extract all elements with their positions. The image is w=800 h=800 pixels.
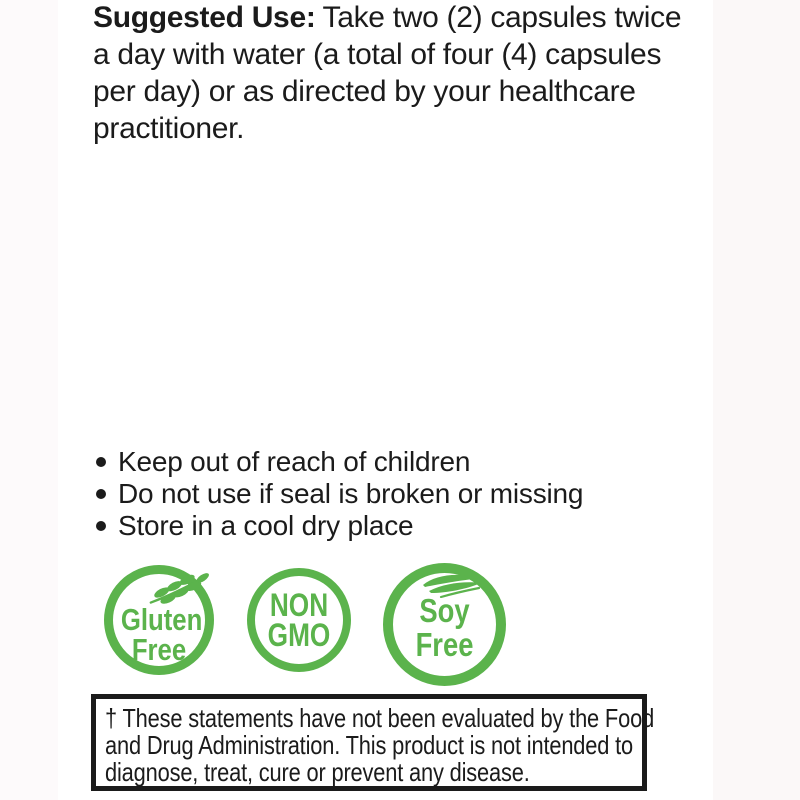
soy-free-badge-label (402, 594, 487, 662)
suggested-use-line-1-text: Take two (2) capsules twice (322, 1, 682, 34)
label-left-edge (0, 0, 58, 800)
disclaimer-line-1: † These statements have not been evaluated by the Food (105, 703, 655, 733)
non-gmo-badge (247, 568, 351, 672)
label-right-edge (713, 0, 800, 800)
list-item (94, 478, 583, 510)
list-item (94, 446, 583, 478)
precaution-text: Keep out of reach of children (118, 446, 471, 477)
suggested-use-line-3: per day) or as directed by your healthcare (93, 75, 636, 108)
bullet-dot-icon (96, 521, 106, 531)
non-gmo-badge-label (263, 587, 335, 653)
badge-label-line: GMO (267, 617, 331, 653)
bullet-dot-icon (96, 457, 106, 467)
gluten-free-badge-label (120, 602, 203, 667)
precaution-text: Store in a cool dry place (118, 510, 414, 541)
soy-free-badge (383, 563, 506, 686)
suggested-use-line-2: a day with water (a total of four (4) capsules (93, 38, 662, 71)
badge-label-line: Soy (419, 592, 470, 629)
badge-label-line: Free (131, 632, 187, 667)
suggested-use-heading: Suggested Use: (93, 1, 316, 34)
wheat-sprig-icon (149, 572, 209, 604)
list-item (94, 510, 583, 542)
bullet-dot-icon (96, 489, 106, 499)
precautions-list (94, 446, 583, 542)
badge-label-line: Gluten (120, 602, 203, 637)
badge-label-line: NON (269, 587, 329, 623)
badge-label-line: Free (415, 626, 474, 663)
suggested-use-line-4: practitioner. (93, 112, 245, 145)
gluten-free-badge (104, 565, 214, 675)
precaution-text: Do not use if seal is broken or missing (118, 478, 584, 509)
disclaimer-line-2: and Drug Administration. This product is not intended to (105, 730, 634, 760)
fda-disclaimer-box (91, 694, 655, 791)
disclaimer-line-3: diagnose, treat, cure or prevent any disease. (105, 757, 530, 787)
suggested-use-line-1 (93, 0, 681, 36)
suggested-use-paragraph (93, 0, 681, 147)
